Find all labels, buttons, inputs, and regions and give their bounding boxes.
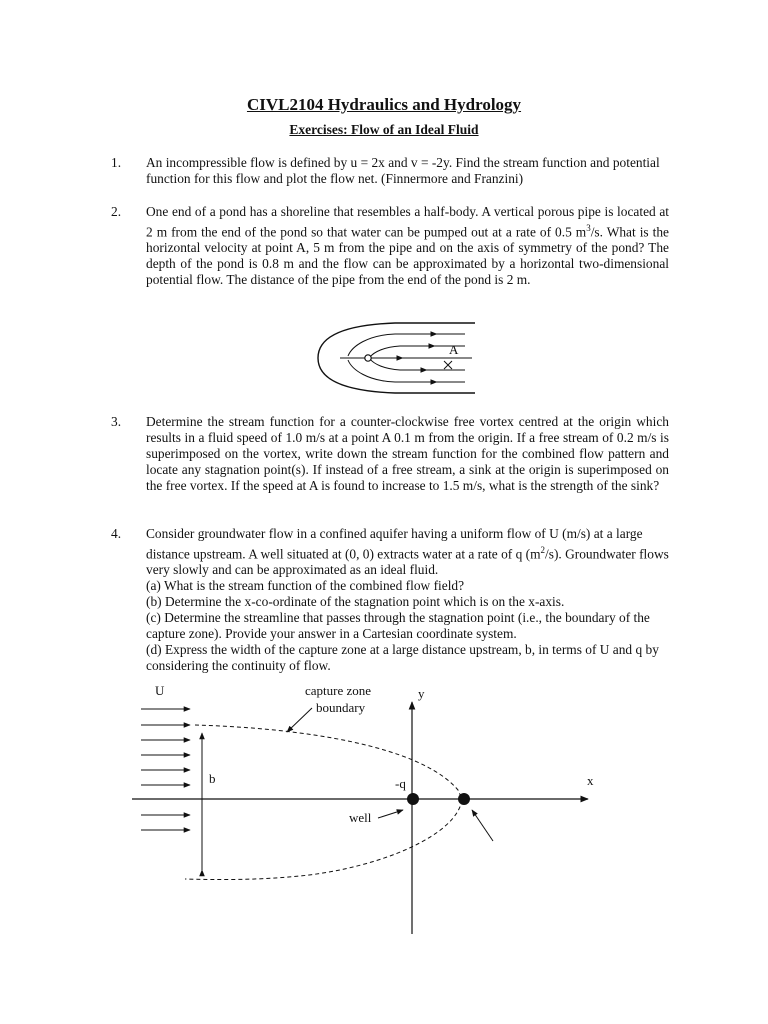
question-4-part-a: (a) What is the stream function of the combined flow field? xyxy=(146,578,465,594)
question-4-text-b: /s). Groundwater flows very slowly and can be approximated as an ideal fluid. xyxy=(146,546,669,578)
question-4-part-b: (b) Determine the x-co-ordinate of the stagnation point which is on the x-axis. xyxy=(146,594,565,610)
capture-zone-boundary xyxy=(185,725,462,880)
stagnation-point-marker xyxy=(458,793,470,805)
page-title: CIVL2104 Hydraulics and Hydrology xyxy=(246,95,522,114)
superscript: 3 xyxy=(586,223,591,233)
well-marker xyxy=(407,793,419,805)
well-label: well xyxy=(349,810,372,825)
x-axis-label: x xyxy=(587,773,594,788)
question-1-text: An incompressible flow is defined by u = 2x and v = -2y. Find the stream function and potential function for this flow and plot the flow net. (Finnermore and Franzini) xyxy=(146,155,660,186)
capture-zone-label-line2: boundary xyxy=(316,700,366,715)
stagnation-pointer xyxy=(472,810,493,841)
streamline xyxy=(370,359,465,370)
streamline xyxy=(348,334,465,356)
question-2-text-b: /s. What is the horizontal velocity at point A, 5 m from the pipe and on the axis of symmetry of the pond? The depth of the pond is 0.8 m and the flow can be approximated by a horizontal two-dimensional potential flow. The distance of the pipe from the end of the pond is 2 m. xyxy=(146,224,669,288)
u-label: U xyxy=(155,683,165,698)
question-4-part-d: (d) Express the width of the capture zone at a large distance upstream, b, in terms of U and q by considering the continuity of flow. xyxy=(146,642,659,674)
question-number: 3. xyxy=(111,414,122,429)
point-a-marker xyxy=(444,361,452,369)
boundary-pointer xyxy=(287,708,312,732)
porous-pipe xyxy=(365,355,371,361)
well-pointer xyxy=(378,810,403,818)
question-text xyxy=(146,204,669,288)
question-number: 2. xyxy=(111,204,122,219)
question-number: 4. xyxy=(111,526,122,541)
y-axis-label: y xyxy=(418,686,425,701)
superscript: 2 xyxy=(540,545,546,555)
question-number: 1. xyxy=(111,155,122,170)
question-text xyxy=(146,414,669,494)
uniform-flow-arrows xyxy=(141,709,190,830)
capture-zone-label: capture zone xyxy=(305,683,372,698)
pond-shoreline xyxy=(318,323,475,393)
question-2-text-a: One end of a pond has a shoreline that resembles a half-body. A vertical porous pipe is located at 2 m from the end of the pond so that water can be pumped out at a rate of 0.5 m xyxy=(146,204,669,240)
question-4-part-c: (c) Determine the streamline that passes through the stagnation point (i.e., the boundary of the capture zone). Provide your answer in a Cartesian coordinate system. xyxy=(146,610,650,642)
page-subtitle: Exercises: Flow of an Ideal Fluid xyxy=(289,122,479,137)
b-label: b xyxy=(209,771,216,786)
question-text xyxy=(146,526,669,674)
q-label: -q xyxy=(395,776,406,791)
point-a-label: A xyxy=(449,342,459,357)
question-text xyxy=(146,155,669,187)
question-3-text: Determine the stream function for a counter-clockwise free vortex centred at the origin which results in a fluid speed of 1.0 m/s at a point A 0.1 m from the origin. If a free stream of 0.2 m/s is superimposed on the vortex, write down the stream function for the combined flow pattern and locate any stagnation point(s). If instead of a free stream, a sink at the origin is superimposed on the free vortex. If the speed at A is found to increase to 1.5 m/s, what is the strength of the sink? xyxy=(146,414,669,493)
question-4-text-a: Consider groundwater flow in a confined aquifer having a uniform flow of U (m/s) at a large distance upstream. A well situated at (0, 0) extracts water at a rate of q (m xyxy=(146,526,643,562)
streamline xyxy=(348,360,465,382)
